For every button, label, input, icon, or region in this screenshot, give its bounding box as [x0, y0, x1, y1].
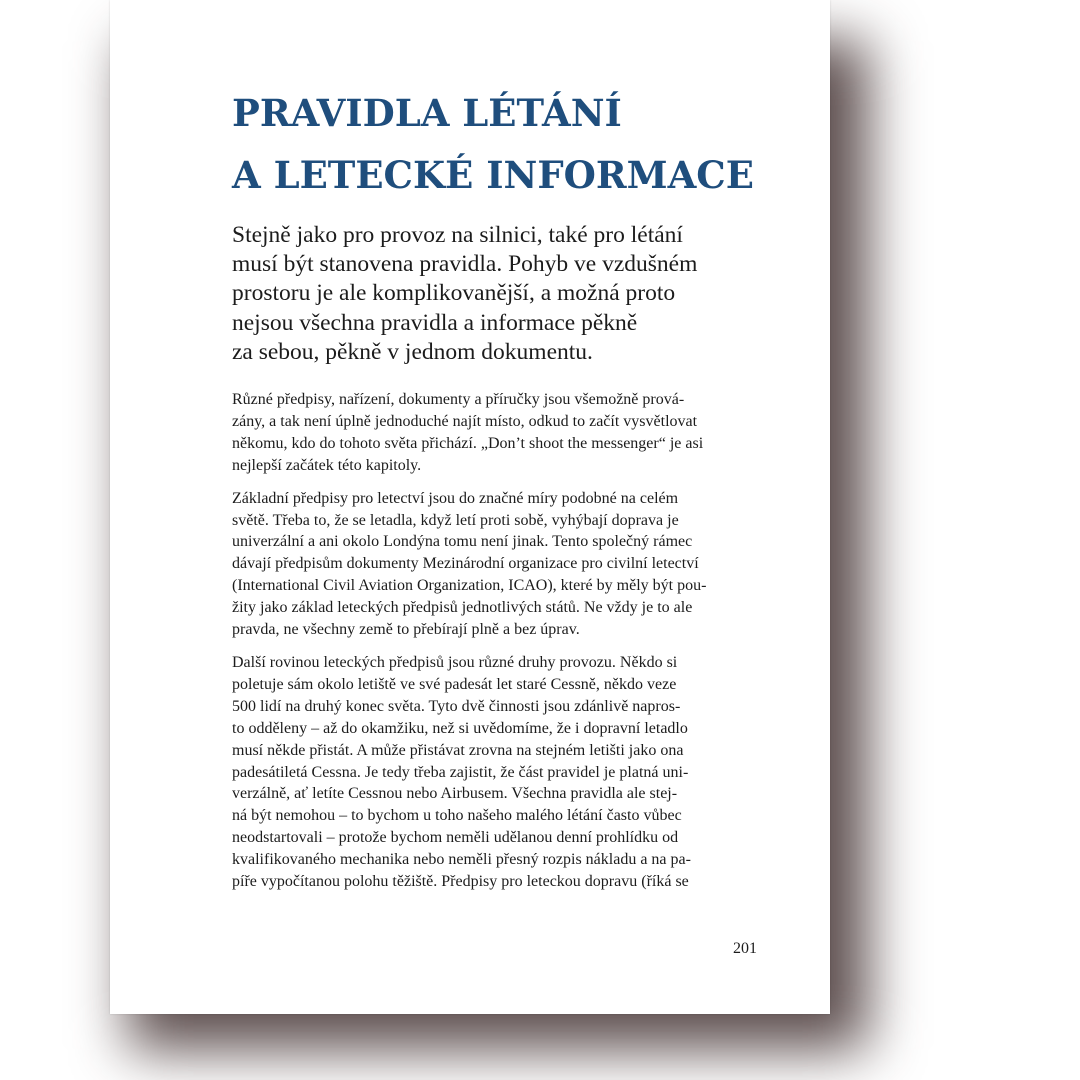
chapter-title-line: A LETECKÉ INFORMACE: [232, 153, 754, 197]
body-text: [232, 389, 772, 904]
text-line: poletuje sám okolo letiště ve své padesát let staré Cessně, někdo veze: [232, 675, 677, 693]
text-line: někomu, kdo do tohoto světa přichází. „Don’t shoot the messenger“ je asi: [232, 434, 704, 452]
book-page: [110, 0, 830, 1014]
text-line: pravda, ne všechny země to přebírají plně a bez úprav.: [232, 621, 580, 639]
text-line: žity jako základ leteckých předpisů jednotlivých států. Ne vždy je to ale: [232, 599, 693, 617]
body-paragraph-2: [232, 488, 772, 641]
lead-line: prostoru je ale komplikovanější, a možná proto: [232, 280, 676, 307]
text-line: ná být nemohou – to bychom u toho našeho malého létání často vůbec: [232, 807, 682, 825]
lead-line: nejsou všechna pravidla a informace pěkně: [232, 309, 638, 336]
text-line: to odděleny – až do okamžiku, než si uvědomíme, že i dopravní letadlo: [232, 719, 688, 737]
lead-line: Stejně jako pro provoz na silnici, také pro létání: [232, 222, 683, 248]
text-line: Další rovinou leteckých předpisů jsou různé druhy provozu. Někdo si: [232, 653, 678, 671]
text-line: Základní předpisy pro letectví jsou do značné míry podobné na celém: [232, 489, 679, 507]
text-line: musí někde přistát. A může přistávat zrovna na stejném letišti jako ona: [232, 741, 684, 759]
chapter-title-line: PRAVIDLA LÉTÁNÍ: [232, 91, 622, 135]
text-line: zány, a tak není úplně jednoduché najít místo, odkud to začít vysvětlovat: [232, 412, 698, 430]
text-line: světě. Třeba to, že se letadla, když letí proti sobě, vyhýbají doprava je: [232, 511, 679, 529]
body-paragraph-3: [232, 652, 772, 893]
text-line: dávají předpisům dokumenty Mezinárodní organizace pro civilní letectví: [232, 555, 699, 573]
lead-paragraph: [232, 221, 752, 367]
text-line: kvalifikovaného mechanika nebo neměli přesný rozpis nákladu a na pa-: [232, 851, 691, 869]
lead-line: musí být stanovena pravidla. Pohyb ve vzdušném: [232, 251, 698, 278]
text-line: nejlepší začátek této kapitoly.: [232, 456, 422, 474]
body-paragraph-1: [232, 389, 772, 477]
text-line: padesátiletá Cessna. Je tedy třeba zajistit, že část pravidel je platná uni-: [232, 763, 689, 781]
text-line: (International Civil Aviation Organization, ICAO), které by měly být pou-: [232, 577, 707, 595]
text-line: 500 lidí na druhý konec světa. Tyto dvě činnosti jsou zdánlivě napros-: [232, 697, 681, 715]
text-line: neodstartovali – protože bychom neměli udělanou denní prohlídku od: [232, 829, 679, 847]
chapter-title: [232, 82, 754, 206]
text-line: verzálně, ať letíte Cessnou nebo Airbusem. Všechna pravidla ale stej-: [232, 785, 678, 803]
text-line: píře vypočítanou polohu těžiště. Předpisy pro leteckou dopravu (říká se: [232, 873, 689, 891]
lead-line: za sebou, pěkně v jednom dokumentu.: [232, 338, 593, 365]
text-line: Různé předpisy, nařízení, dokumenty a příručky jsou všemožně prová-: [232, 391, 685, 408]
page-number: 201: [733, 940, 757, 957]
text-line: univerzální a ani okolo Londýna tomu není jinak. Tento společný rámec: [232, 533, 693, 551]
